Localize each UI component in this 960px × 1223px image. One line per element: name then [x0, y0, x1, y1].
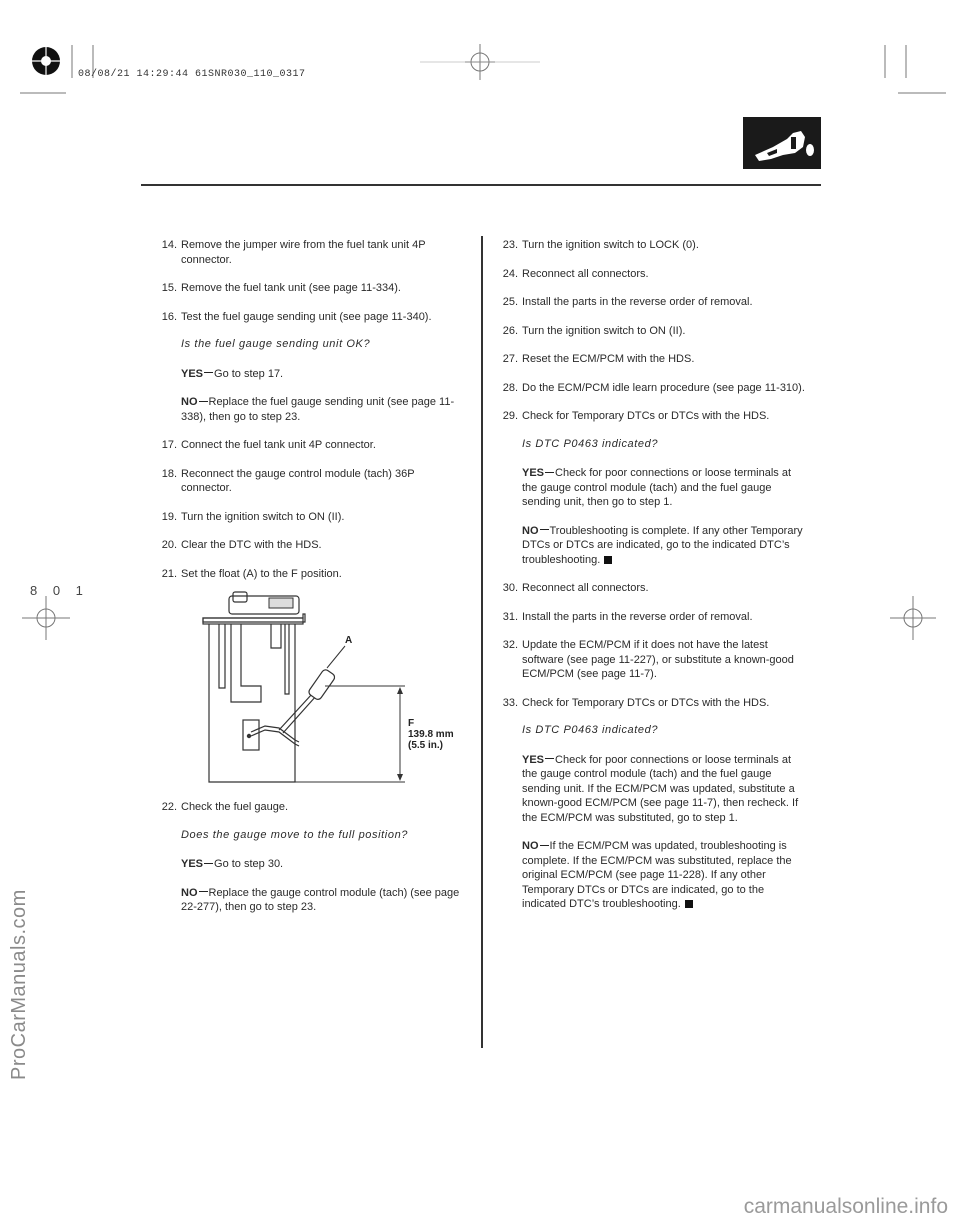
yes-label: YES [181, 858, 204, 870]
answer-text: Go to step 17. [214, 367, 284, 380]
left-column [157, 238, 467, 581]
step-text: Reconnect all connectors. [522, 267, 649, 280]
answer-text: Check for poor connections or loose terminals at the gauge control module (tach) and the fuel gauge sending unit. If the ECM/PCM was updated, substitute a known-good ECM/PCM (see page 11-7), then recheck. If the ECM/PCM was substituted, go to step 1. [522, 753, 799, 824]
answer-yes-16 [181, 367, 467, 382]
step-15 [157, 281, 467, 296]
step-text: Check for Temporary DTCs or DTCs with the HDS. [522, 696, 770, 709]
step-number: 16. [161, 310, 177, 323]
step-text: Set the float (A) to the F position. [181, 567, 342, 580]
step-19 [157, 510, 467, 525]
step-23 [498, 238, 808, 253]
question-33: Is DTC P0463 indicated? [522, 724, 659, 736]
step-text: Do the ECM/PCM idle learn procedure (see page 11-310). [522, 381, 805, 394]
step-text: Turn the ignition switch to ON (II). [181, 510, 345, 523]
step-24 [498, 267, 808, 282]
step-number: 20. [161, 539, 177, 551]
step-number: 28. [502, 381, 518, 394]
step-32 [498, 638, 808, 682]
step-number: 27. [502, 353, 518, 365]
step-number: 19. [161, 510, 177, 523]
dash [540, 529, 549, 530]
left-column-lower [157, 800, 467, 915]
fuel-pump-icon [743, 117, 821, 169]
no-label: NO [181, 886, 198, 899]
answer-no-22 [181, 886, 467, 915]
step-number: 32. [502, 639, 518, 651]
dash [204, 372, 213, 373]
step-number: 22. [161, 801, 177, 813]
step-20 [157, 538, 467, 553]
question-29: Is DTC P0463 indicated? [522, 437, 659, 450]
step-text: Reconnect the gauge control module (tach) 36P connector. [181, 467, 415, 494]
registration-dot-icon [30, 45, 62, 77]
column-divider [481, 236, 483, 1048]
side-watermark: ProCarManuals.com [8, 889, 30, 1080]
end-mark [685, 900, 693, 908]
header-rule [141, 184, 821, 186]
step-text: Install the parts in the reverse order of removal. [522, 296, 753, 308]
bottom-watermark: carmanualsonline.info [743, 1195, 948, 1218]
step-text: Reset the ECM/PCM with the HDS. [522, 353, 695, 365]
step-text: Reconnect all connectors. [522, 582, 649, 594]
step-14 [157, 238, 467, 267]
step-text: Clear the DTC with the HDS. [181, 539, 322, 551]
no-label: NO [522, 840, 539, 852]
step-number: 15. [161, 282, 177, 294]
step-number: 31. [502, 610, 518, 623]
step-31 [498, 610, 808, 625]
end-mark [604, 556, 612, 564]
yes-label: YES [522, 467, 545, 479]
yes-label: YES [522, 753, 545, 766]
answer-text: Troubleshooting is complete. If any other Temporary DTCs or DTCs are indicated, go to the indicated DTC’s troubleshooting. [522, 524, 803, 566]
answer-no-16 [181, 395, 467, 424]
step-18 [157, 467, 467, 496]
dash [540, 845, 549, 846]
dash [545, 758, 554, 759]
step-number: 21. [161, 567, 177, 580]
figure-label-a: A [345, 635, 353, 646]
figure-label-f [408, 718, 454, 751]
step-16 [157, 310, 467, 325]
step-22 [157, 800, 467, 815]
answer-text: If the ECM/PCM was updated, troubleshooting is complete. If the ECM/PCM was substituted, replace the original ECM/PCM (see page 11-228). If any other Temporary DTCs or DTCs are indicated, go to the indicated DTC’s troubleshooting. [522, 840, 792, 910]
answer-text: Replace the gauge control module (tach) (see page 22-277), then go to step 23. [181, 886, 460, 913]
step-28 [498, 381, 808, 396]
step-number: 33. [502, 696, 518, 709]
step-text: Turn the ignition switch to ON (II). [522, 324, 686, 337]
no-label: NO [522, 524, 539, 537]
step-text: Check the fuel gauge. [181, 801, 289, 813]
step-27 [498, 352, 808, 367]
answer-yes-22 [181, 857, 467, 872]
step-number: 29. [502, 410, 518, 422]
step-number: 26. [502, 324, 518, 337]
step-number: 17. [161, 439, 177, 451]
dash [545, 472, 554, 473]
answer-no-33 [522, 839, 808, 912]
measure-mm: 139.8 mm [408, 729, 454, 740]
step-text: Install the parts in the reverse order of removal. [522, 610, 753, 623]
page-number-fragment: 8 0 1 [30, 583, 89, 598]
question-22: Does the gauge move to the full position? [181, 828, 409, 841]
step-33 [498, 696, 808, 711]
step-number: 14. [161, 239, 177, 251]
print-stamp: 08/08/21 14:29:44 61SNR030_110_0317 [78, 69, 306, 80]
answer-text: Go to step 30. [214, 858, 284, 870]
step-number: 25. [502, 296, 518, 308]
step-number: 23. [502, 239, 518, 251]
step-number: 18. [161, 467, 177, 480]
step-number: 30. [502, 582, 518, 594]
dash [199, 891, 208, 892]
answer-text: Check for poor connections or loose terminals at the gauge control module (tach) and the fuel gauge sending unit, then go to step 1. [522, 467, 792, 508]
step-25 [498, 295, 808, 310]
fuel-tank-unit-figure [195, 590, 475, 790]
step-text: Remove the jumper wire from the fuel tank unit 4P connector. [181, 239, 426, 266]
step-text: Update the ECM/PCM if it does not have the latest software (see page 11-227), or substitute a known-good ECM/PCM (see page 11-7). [522, 639, 794, 680]
step-text: Test the fuel gauge sending unit (see page 11-340). [181, 310, 432, 323]
step-text: Remove the fuel tank unit (see page 11-334). [181, 282, 401, 294]
no-label: NO [181, 396, 198, 408]
answer-no-29 [522, 524, 808, 568]
step-21 [157, 567, 467, 582]
yes-label: YES [181, 367, 204, 380]
step-text: Check for Temporary DTCs or DTCs with the HDS. [522, 410, 770, 422]
answer-yes-29 [522, 466, 808, 510]
answer-text: Replace the fuel gauge sending unit (see page 11-338), then go to step 23. [181, 396, 455, 423]
step-text: Turn the ignition switch to LOCK (0). [522, 239, 699, 251]
right-column [498, 238, 808, 912]
step-26 [498, 324, 808, 339]
step-17 [157, 438, 467, 453]
step-text: Connect the fuel tank unit 4P connector. [181, 439, 376, 451]
step-number: 24. [502, 267, 518, 280]
step-29 [498, 409, 808, 424]
step-30 [498, 581, 808, 596]
measure-in: (5.5 in.) [408, 740, 444, 751]
label-f: F [408, 718, 415, 729]
question-16: Is the fuel gauge sending unit OK? [181, 338, 371, 350]
dash [199, 401, 208, 402]
dash [204, 863, 213, 864]
answer-yes-33 [522, 753, 808, 826]
